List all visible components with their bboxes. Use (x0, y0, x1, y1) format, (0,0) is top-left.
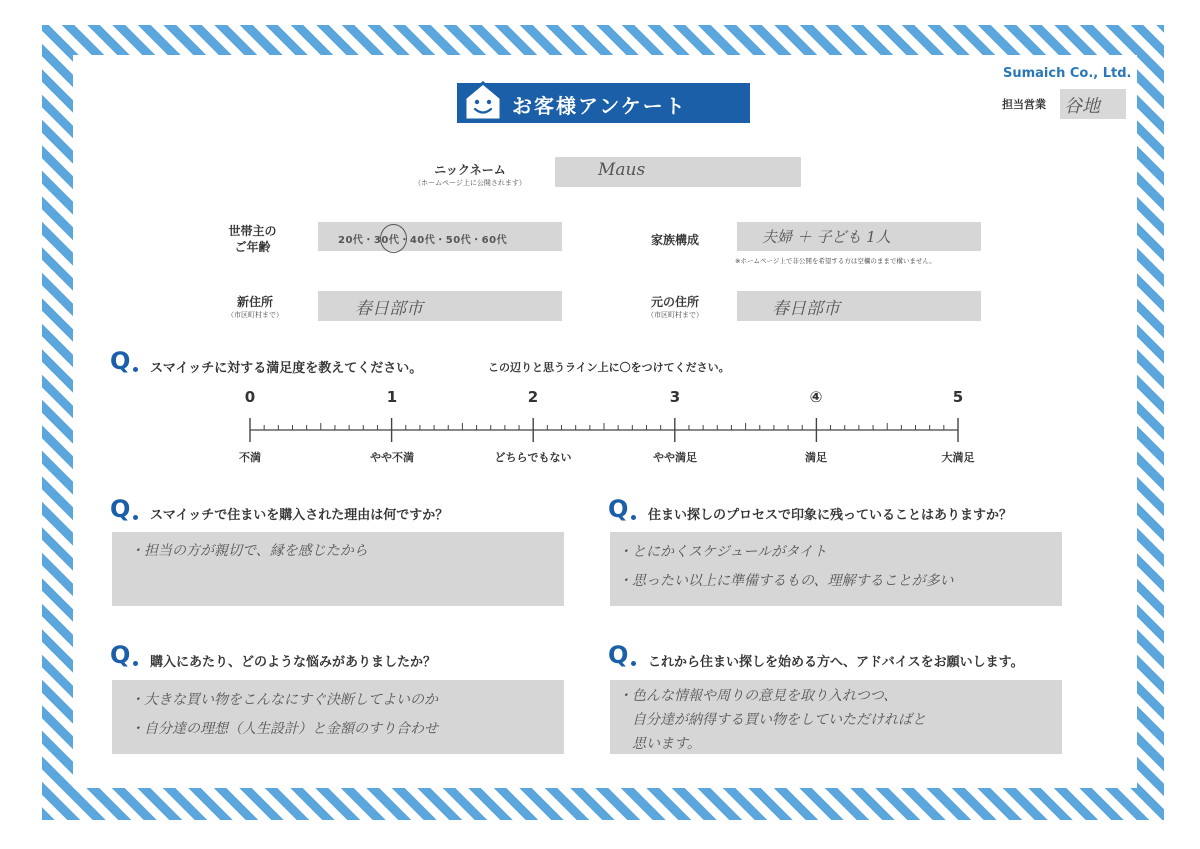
answer-2-line-2: ・思ったい以上に準備するもの、理解することが多い (618, 573, 954, 589)
family-note: ※ホームページ上で非公開を希望する方は空欄のままで構いません。 (735, 257, 936, 265)
scale-number-2: 2 (527, 388, 539, 406)
answer-4-line-3: 思います。 (632, 736, 701, 752)
scale-number-0: 0 (244, 388, 256, 406)
q-mark-dot (631, 661, 636, 666)
satisfaction-question: スマイッチに対する満足度を教えてください。 (150, 361, 423, 376)
answer-3-line-2: ・自分達の理想（人生設計）と金額のすり合わせ (130, 721, 438, 737)
scale-label-3: やや満足 (653, 451, 697, 464)
scale-number-1: 1 (386, 388, 398, 406)
answer-4-line-2: 自分達が納得する買い物をしていただければと (632, 712, 926, 728)
scale-number-5: 5 (952, 388, 964, 406)
q-mark-icon: Q (110, 347, 131, 375)
scale-label-1: やや不満 (370, 451, 414, 464)
nickname-label: ニックネーム (434, 163, 506, 177)
new-address-label: 新住所 (236, 295, 273, 309)
age-selected-circle (380, 224, 407, 253)
old-address-label: 元の住所 (650, 295, 699, 309)
question-4: これから住まい探しを始める方へ、アドバイスをお願いします。 (648, 655, 1024, 670)
house-smile-icon (461, 80, 505, 122)
question-3: 購入にあたり、どのような悩みがありましたか？ (150, 655, 437, 670)
scale-label-2: どちらでもない (494, 451, 572, 464)
nickname-field[interactable] (555, 157, 801, 187)
staff-value: 谷地 (1064, 96, 1100, 117)
q-mark-icon: Q (110, 641, 131, 669)
scale-number-4-circled: ④ (809, 388, 823, 406)
old-address-value: 春日部市 (772, 299, 840, 319)
satisfaction-instruction: この辺りと思うライン上に〇をつけてください。 (488, 361, 730, 374)
new-address-value: 春日部市 (355, 299, 423, 319)
q-mark-dot (133, 515, 138, 520)
answer-2-line-1: ・とにかくスケジュールがタイト (618, 544, 827, 560)
age-label-line2: ご年齢 (234, 240, 271, 254)
scale-label-4: 満足 (805, 451, 827, 464)
new-address-sublabel: （市区町村まで） (227, 311, 283, 319)
q-mark-icon: Q (110, 495, 131, 523)
q-mark-dot (631, 515, 636, 520)
staff-label: 担当営業 (1002, 98, 1046, 111)
answer-4-line-1: ・色んな情報や周りの意見を取り入れつつ、 (618, 688, 898, 704)
family-label: 家族構成 (650, 233, 699, 247)
nickname-sublabel: （ホームページ上に公開されます） (414, 179, 526, 187)
company-name: Sumaich Co., Ltd. (1003, 66, 1132, 81)
scale-number-3: 3 (669, 388, 681, 406)
question-2: 住まい探しのプロセスで印象に残っていることはありますか？ (648, 508, 1013, 523)
q-mark-dot (133, 367, 138, 372)
q-mark-icon: Q (608, 641, 629, 669)
satisfaction-scale-line[interactable] (240, 412, 970, 446)
answer-1-line-1: ・担当の方が親切で、縁を感じたから (130, 543, 368, 559)
age-label-line1: 世帯主の (228, 224, 277, 238)
question-1: スマイッチで住まいを購入された理由は何ですか？ (150, 508, 449, 523)
age-options: 20代・30代・40代・50代・60代 (338, 235, 508, 246)
family-value: 夫婦 ＋ 子ども 1人 (762, 228, 891, 246)
scale-label-0: 不満 (239, 451, 261, 464)
nickname-value: Maus (598, 160, 646, 180)
scale-label-5: 大満足 (941, 451, 975, 464)
page-title: お客様アンケート (512, 94, 687, 118)
answer-3-line-1: ・大きな買い物をこんなにすぐ決断してよいのか (130, 692, 438, 708)
old-address-sublabel: （市区町村まで） (647, 311, 703, 319)
q-mark-icon: Q (608, 495, 629, 523)
q-mark-dot (133, 661, 138, 666)
